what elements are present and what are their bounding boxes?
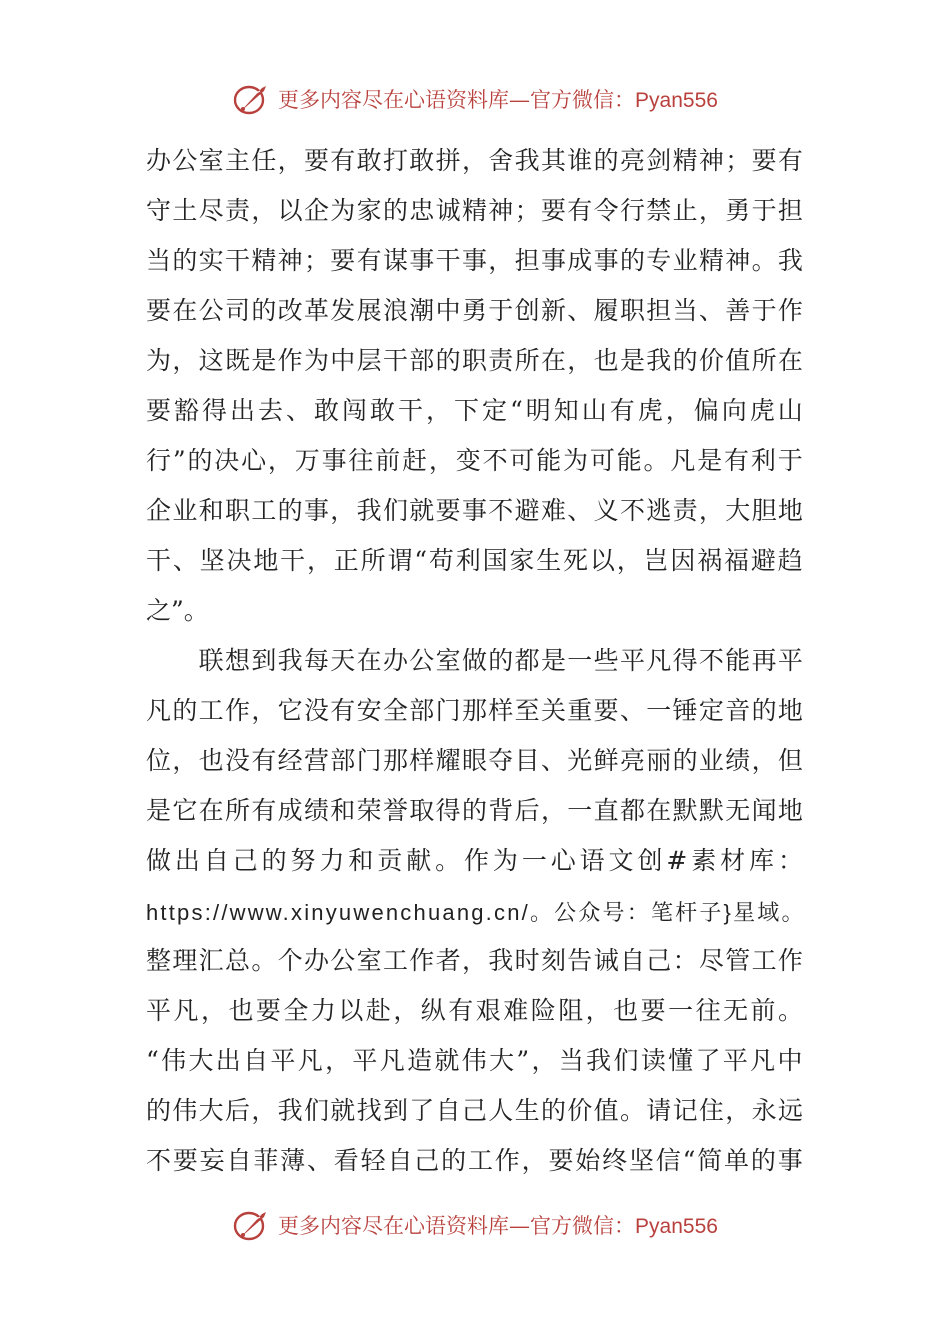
body-line: 当的实干精神；要有谋事干事，担事成事的专业精神。我 <box>146 246 805 275</box>
footer-banner-text <box>278 1210 718 1240</box>
body-line: 位，也没有经营部门那样耀眼夺目、光鲜亮丽的业绩，但 <box>146 746 805 775</box>
header-banner <box>0 82 950 116</box>
body-line: 要豁得出去、敢闯敢干，下定“明知山有虎，偏向虎山 <box>146 396 806 425</box>
body-line: 企业和职工的事，我们就要事不避难、义不逃责，大胆地 <box>146 496 805 525</box>
body-line: 之”。 <box>146 596 209 625</box>
header-banner-label: 更多内容尽在心语资料库—官方微信： <box>278 88 636 112</box>
body-line-url: https://www.xinyuwenchuang.cn/。公众号：笔杆子}星域。 <box>146 900 806 925</box>
body-line: 办公室主任，要有敢打敢拼，舍我其谁的亮剑精神；要有 <box>146 146 805 175</box>
footer-banner-wechat-id: Pyan556 <box>635 1215 718 1238</box>
body-line: 行”的决心，万事往前赶，变不可能为可能。凡是有利于 <box>146 446 805 475</box>
body-line: 干、坚决地干，正所谓“苟利国家生死以，岂因祸福避趋 <box>146 546 805 575</box>
footer-banner-label: 更多内容尽在心语资料库—官方微信： <box>278 1214 636 1238</box>
body-line: 不要妄自菲薄、看轻自己的工作，要始终坚信“简单的事 <box>146 1146 805 1175</box>
quill-pen-logo-icon <box>232 82 270 116</box>
body-line: 的伟大后，我们就找到了自己人生的价值。请记住，永远 <box>146 1096 805 1125</box>
header-banner-text <box>278 84 718 114</box>
quill-pen-logo-icon <box>232 1208 270 1242</box>
body-line: 做出自己的努力和贡献。作为一心语文创#素材库： <box>146 846 807 875</box>
body-line: 守土尽责，以企为家的忠诚精神；要有令行禁止，勇于担 <box>146 196 805 225</box>
body-line: 是它在所有成绩和荣誉取得的背后，一直都在默默无闻地 <box>146 796 805 825</box>
body-line: “伟大出自平凡，平凡造就伟大”，当我们读懂了平凡中 <box>146 1046 805 1075</box>
footer-banner <box>0 1208 950 1242</box>
body-line: 平凡，也要全力以赴，纵有艰难险阻，也要一往无前。 <box>146 996 806 1025</box>
body-line: 凡的工作，它没有安全部门那样至关重要、一锤定音的地 <box>146 696 805 725</box>
header-banner-wechat-id: Pyan556 <box>635 89 718 112</box>
body-line: 要在公司的改革发展浪潮中勇于创新、履职担当、善于作 <box>146 296 805 325</box>
body-line: 联想到我每天在办公室做的都是一些平凡得不能再平 <box>146 646 805 675</box>
body-line: 整理汇总。个办公室工作者，我时刻告诫自己：尽管工作 <box>146 946 805 975</box>
body-line: 为，这既是作为中层干部的职责所在，也是我的价值所在 <box>146 346 805 375</box>
